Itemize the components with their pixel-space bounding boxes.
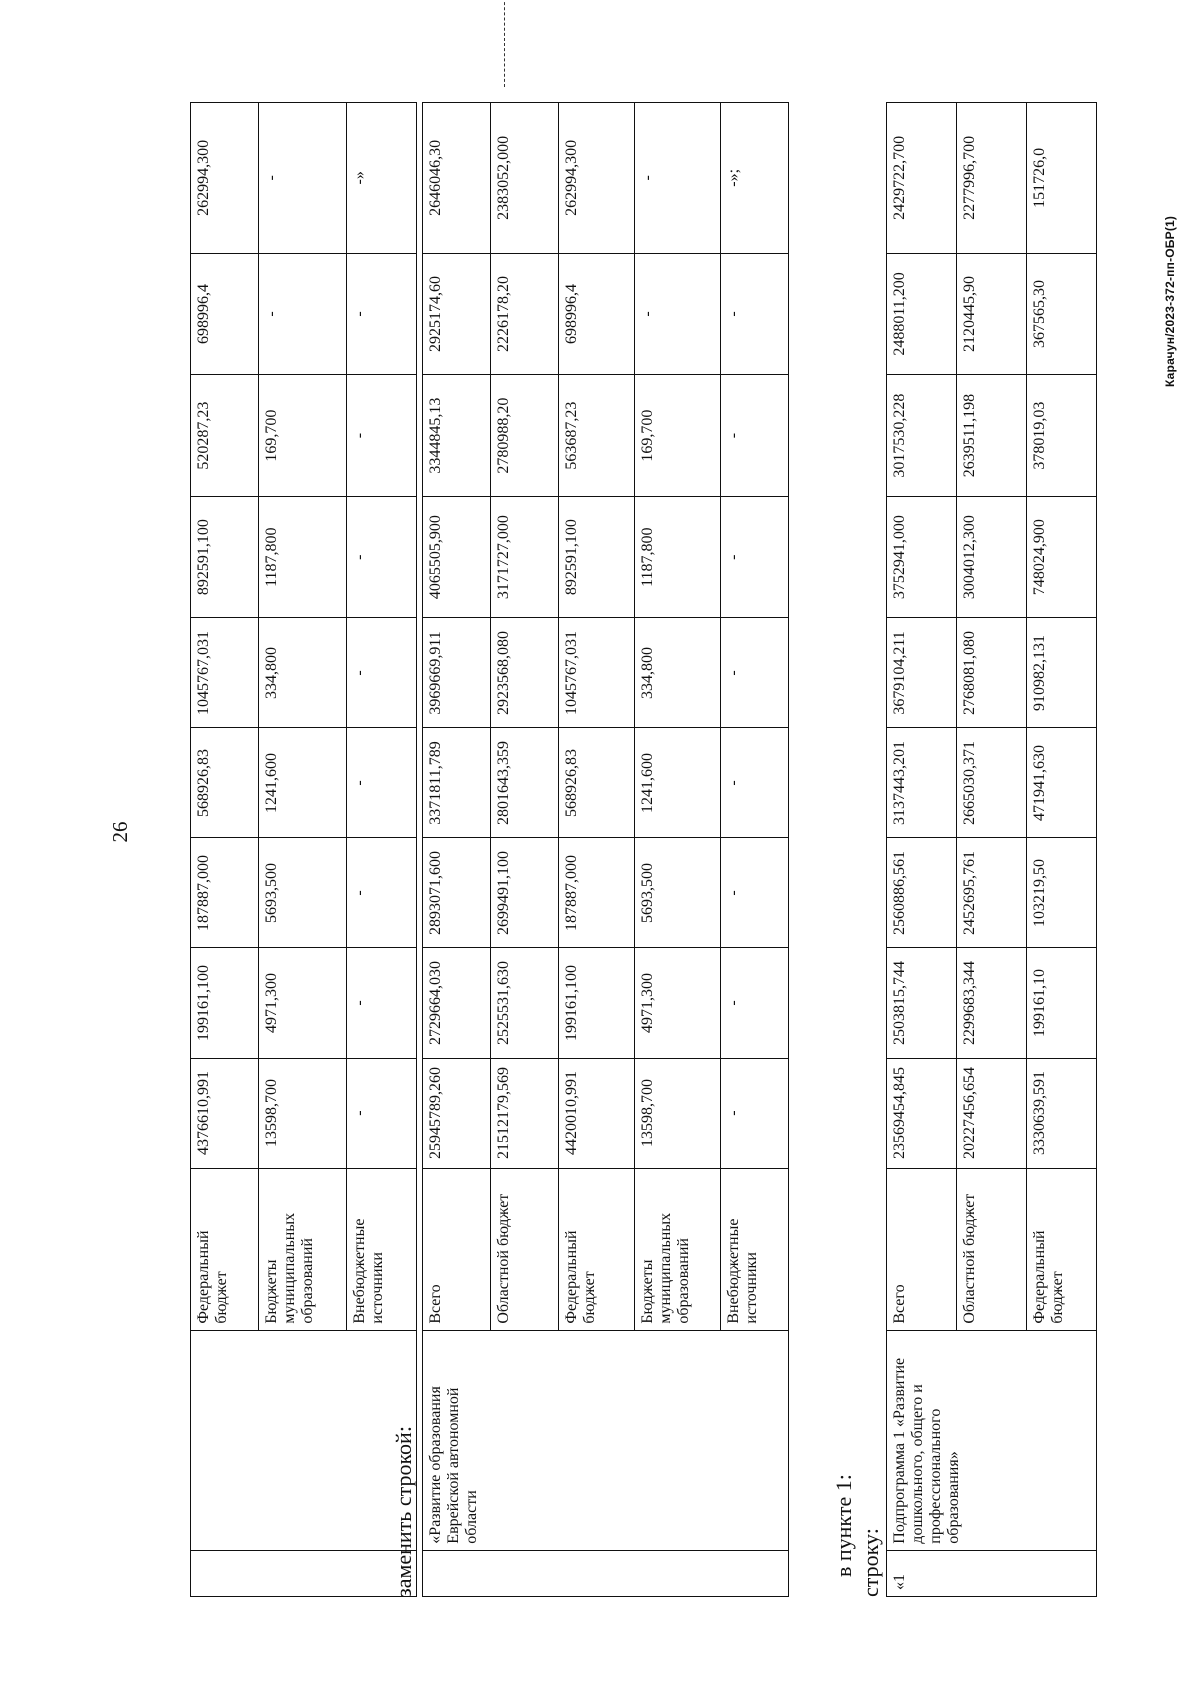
- caption-replace: заменить строкой:: [391, 1426, 416, 1597]
- value-cell: 187887,000: [559, 838, 635, 948]
- value-cell: 1241,600: [635, 728, 721, 838]
- value-cell: 698996,4: [559, 253, 635, 375]
- program-name: Подпрограмма 1 «Развитие дошкольного, общего и профессионального образования»: [887, 1330, 1097, 1550]
- value-cell: 20227456,654: [957, 1058, 1027, 1168]
- value-cell: 378019,03: [1027, 375, 1097, 497]
- value-cell: -: [635, 103, 721, 254]
- value-cell: 2925174,60: [423, 253, 491, 375]
- budget-table-continuation: [190, 102, 417, 1597]
- value-cell: -: [635, 253, 721, 375]
- value-cell: 2665030,371: [957, 728, 1027, 838]
- value-cell: 698996,4: [191, 253, 259, 375]
- value-cell: 3371811,789: [423, 728, 491, 838]
- value-cell: 23569454,845: [887, 1058, 957, 1168]
- value-cell: 2801643,359: [491, 728, 559, 838]
- value-cell: 3752941,000: [887, 496, 957, 618]
- value-cell: 910982,131: [1027, 618, 1097, 728]
- value-cell: 367565,30: [1027, 253, 1097, 375]
- value-cell: 2646046,30: [423, 103, 491, 254]
- value-cell: 1187,800: [635, 496, 721, 618]
- value-cell: -: [347, 948, 417, 1058]
- value-cell: 2525531,630: [491, 948, 559, 1058]
- source-label: Всего: [887, 1168, 957, 1330]
- value-cell: 199161,100: [191, 948, 259, 1058]
- value-cell: -: [721, 948, 789, 1058]
- value-cell: 25945789,260: [423, 1058, 491, 1168]
- value-cell: 199161,100: [559, 948, 635, 1058]
- value-cell: 4376610,991: [191, 1058, 259, 1168]
- value-cell: 3679104,211: [887, 618, 957, 728]
- caption-row: строку:: [858, 1528, 883, 1597]
- value-cell: 5693,500: [259, 838, 347, 948]
- budget-table-replacement: [422, 102, 789, 1597]
- value-cell: -: [721, 728, 789, 838]
- value-cell: 4065505,900: [423, 496, 491, 618]
- value-cell: 2299683,344: [957, 948, 1027, 1058]
- value-cell: -: [347, 728, 417, 838]
- value-cell: 1187,800: [259, 496, 347, 618]
- value-cell: 2429722,700: [887, 103, 957, 254]
- source-label: Внебюджетные источники: [721, 1168, 789, 1330]
- value-cell: 103219,50: [1027, 838, 1097, 948]
- num-cell: [423, 1550, 789, 1596]
- value-cell: -: [347, 618, 417, 728]
- value-cell: 3017530,228: [887, 375, 957, 497]
- value-cell: -: [721, 496, 789, 618]
- value-cell: 2639511,198: [957, 375, 1027, 497]
- value-cell: 3171727,000: [491, 496, 559, 618]
- value-cell: 2488011,200: [887, 253, 957, 375]
- source-label: Бюджеты муниципальных образований: [635, 1168, 721, 1330]
- value-cell: 4971,300: [259, 948, 347, 1058]
- value-cell: -: [259, 253, 347, 375]
- row-number: «1: [887, 1550, 1097, 1596]
- value-cell: -: [721, 838, 789, 948]
- value-cell: -: [259, 103, 347, 254]
- value-cell: 3137443,201: [887, 728, 957, 838]
- value-cell: -: [721, 618, 789, 728]
- table-row: [423, 103, 491, 1597]
- value-cell: 2503815,744: [887, 948, 957, 1058]
- value-cell: 5693,500: [635, 838, 721, 948]
- value-cell: 13598,700: [259, 1058, 347, 1168]
- value-cell: 2226178,20: [491, 253, 559, 375]
- value-cell: -: [347, 838, 417, 948]
- name-cell: [191, 1330, 417, 1550]
- value-cell: 334,800: [635, 618, 721, 728]
- value-cell: 187887,000: [191, 838, 259, 948]
- source-label: Областной бюджет: [957, 1168, 1027, 1330]
- value-cell: 2923568,080: [491, 618, 559, 728]
- source-label: Федеральный бюджет: [191, 1168, 259, 1330]
- page-number: 26: [108, 821, 132, 843]
- value-cell: 3344845,13: [423, 375, 491, 497]
- value-cell: 563687,23: [559, 375, 635, 497]
- value-cell: -: [347, 496, 417, 618]
- num-cell: [191, 1550, 417, 1596]
- value-cell: 21512179,569: [491, 1058, 559, 1168]
- value-cell: 262994,300: [559, 103, 635, 254]
- source-label: Всего: [423, 1168, 491, 1330]
- value-cell: 4420010,991: [559, 1058, 635, 1168]
- value-cell: 151726,0: [1027, 103, 1097, 254]
- value-cell: 568926,83: [191, 728, 259, 838]
- value-cell: 169,700: [635, 375, 721, 497]
- value-cell: 471941,630: [1027, 728, 1097, 838]
- table-row: [191, 103, 259, 1597]
- value-cell: 2768081,080: [957, 618, 1027, 728]
- value-cell: 334,800: [259, 618, 347, 728]
- value-cell: 2560886,561: [887, 838, 957, 948]
- value-cell: 2120445,90: [957, 253, 1027, 375]
- value-cell: -: [347, 375, 417, 497]
- value-cell: 1241,600: [259, 728, 347, 838]
- value-cell: -: [721, 253, 789, 375]
- value-cell: -: [347, 1058, 417, 1168]
- value-cell: -»: [347, 103, 417, 254]
- value-cell: 1045767,031: [191, 618, 259, 728]
- caption-point: в пункте 1:: [831, 1474, 856, 1577]
- source-label: Федеральный бюджет: [559, 1168, 635, 1330]
- value-cell: 13598,700: [635, 1058, 721, 1168]
- value-cell: 2383052,000: [491, 103, 559, 254]
- value-cell: 3004012,300: [957, 496, 1027, 618]
- value-cell: -»;: [721, 103, 789, 254]
- value-cell: 568926,83: [559, 728, 635, 838]
- value-cell: 892591,100: [559, 496, 635, 618]
- table-row: [887, 103, 957, 1597]
- value-cell: 199161,10: [1027, 948, 1097, 1058]
- value-cell: 3969669,911: [423, 618, 491, 728]
- value-cell: -: [721, 1058, 789, 1168]
- source-label: Бюджеты муниципальных образований: [259, 1168, 347, 1330]
- value-cell: 2729664,030: [423, 948, 491, 1058]
- source-label: Областной бюджет: [491, 1168, 559, 1330]
- value-cell: 2699491,100: [491, 838, 559, 948]
- value-cell: 2893071,600: [423, 838, 491, 948]
- value-cell: 1045767,031: [559, 618, 635, 728]
- source-label: Федеральный бюджет: [1027, 1168, 1097, 1330]
- value-cell: 4971,300: [635, 948, 721, 1058]
- value-cell: -: [347, 253, 417, 375]
- scan-fold-line: [504, 0, 505, 87]
- value-cell: 169,700: [259, 375, 347, 497]
- value-cell: 748024,900: [1027, 496, 1097, 618]
- value-cell: 262994,300: [191, 103, 259, 254]
- value-cell: 2277996,700: [957, 103, 1027, 254]
- subprogram-table: [886, 102, 1097, 1597]
- value-cell: 520287,23: [191, 375, 259, 497]
- value-cell: 2452695,761: [957, 838, 1027, 948]
- value-cell: -: [721, 375, 789, 497]
- source-label: Внебюджетные источники: [347, 1168, 417, 1330]
- document-code: Карачун/2023-372-пп-ОБР(1): [1163, 215, 1177, 387]
- value-cell: 892591,100: [191, 496, 259, 618]
- value-cell: 2780988,20: [491, 375, 559, 497]
- value-cell: 3330639,591: [1027, 1058, 1097, 1168]
- program-name: «Развитие образования Еврейской автономной области: [423, 1330, 789, 1550]
